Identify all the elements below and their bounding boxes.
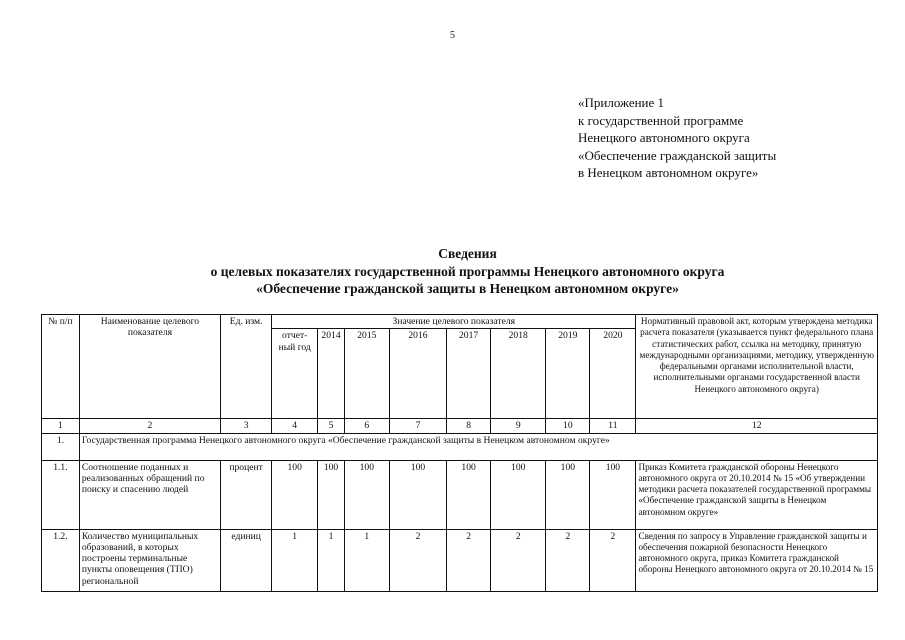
header-year: 2017 bbox=[447, 329, 491, 419]
header-num: № п/п bbox=[42, 315, 80, 419]
page-number: 5 bbox=[450, 30, 455, 41]
col-number: 4 bbox=[272, 419, 318, 433]
row-normative: Приказ Комитета гражданской обороны Ненецкого автономного округа от 20.10.2014 № 15 «Об утверждении методики расчета показателей государственной программы «Обеспечение гражданской защиты в Ненецком автономном округе» bbox=[636, 460, 878, 529]
col-number: 7 bbox=[389, 419, 446, 433]
header-year: 2015 bbox=[344, 329, 389, 419]
col-number: 6 bbox=[344, 419, 389, 433]
header-value-group: Значение целевого показателя bbox=[272, 315, 636, 329]
col-number: 10 bbox=[546, 419, 590, 433]
row-indicator-name: Соотношение поданных и реализованных обращений по поиску и спасению людей bbox=[79, 460, 220, 529]
table-row bbox=[42, 460, 878, 529]
row-value: 1 bbox=[318, 529, 345, 591]
row-value: 100 bbox=[447, 460, 491, 529]
row-normative: Сведения по запросу в Управление гражданской защиты и обеспечения пожарной безопасности Ненецкого автономного округа, приказ Комитета гражданской обороны Ненецкого автономного округа от 20.10.2014 № 15 bbox=[636, 529, 878, 591]
header-year: 2014 bbox=[318, 329, 345, 419]
appendix-line: к государственной программе bbox=[578, 112, 744, 128]
row-value: 1 bbox=[344, 529, 389, 591]
row-value: 2 bbox=[590, 529, 636, 591]
row-value: 100 bbox=[546, 460, 590, 529]
section-num: 1. bbox=[42, 433, 80, 460]
header-unit: Ед. изм. bbox=[221, 315, 272, 419]
appendix-line: «Обеспечение гражданской защиты bbox=[578, 147, 777, 163]
header-year: 2016 bbox=[389, 329, 446, 419]
col-number: 9 bbox=[491, 419, 546, 433]
row-unit: единиц bbox=[221, 529, 272, 591]
appendix-line: в Ненецком автономном округе» bbox=[578, 165, 759, 180]
col-number: 1 bbox=[42, 419, 80, 433]
header-year: 2018 bbox=[491, 329, 546, 419]
col-number: 3 bbox=[221, 419, 272, 433]
row-value: 100 bbox=[344, 460, 389, 529]
row-unit: процент bbox=[221, 460, 272, 529]
document-title bbox=[0, 245, 905, 298]
row-value: 2 bbox=[389, 529, 446, 591]
header-normative: Нормативный правовой акт, которым утверждена методика расчета показателя (указывается пункт федерального плана статистических работ, ссылка на методику, принятую международными организациями, методику, утвержденную федеральными органами исполнительной власти, исполнительными органами государственной власти Ненецкого автономного округа) bbox=[636, 315, 878, 419]
header-report-year: отчет-ный год bbox=[272, 329, 318, 419]
row-num: 1.2. bbox=[42, 529, 80, 591]
row-value: 100 bbox=[272, 460, 318, 529]
header-row bbox=[42, 315, 878, 329]
title-line: о целевых показателях государственной программы Ненецкого автономного округа bbox=[210, 263, 725, 279]
row-indicator-name: Количество муниципальных образований, в которых построены терминальные пункты оповещения (ТПО) региональной bbox=[79, 529, 220, 591]
row-value: 100 bbox=[590, 460, 636, 529]
col-number: 5 bbox=[318, 419, 345, 433]
section-row bbox=[42, 433, 878, 460]
title-line: Сведения bbox=[438, 246, 497, 261]
row-value: 2 bbox=[491, 529, 546, 591]
col-number: 8 bbox=[447, 419, 491, 433]
indicators-table bbox=[41, 314, 878, 592]
col-number: 11 bbox=[590, 419, 636, 433]
title-line: «Обеспечение гражданской защиты в Ненецком автономном округе» bbox=[256, 281, 679, 296]
appendix-line: «Приложение 1 bbox=[578, 95, 665, 110]
col-number: 2 bbox=[79, 419, 220, 433]
column-numbers-row bbox=[42, 419, 878, 433]
header-year: 2019 bbox=[546, 329, 590, 419]
row-value: 100 bbox=[318, 460, 345, 529]
appendix-line: Ненецкого автономного округа bbox=[578, 130, 750, 145]
row-num: 1.1. bbox=[42, 460, 80, 529]
row-value: 1 bbox=[272, 529, 318, 591]
header-year: 2020 bbox=[590, 329, 636, 419]
header-name: Наименование целевого показателя bbox=[79, 315, 220, 419]
row-value: 2 bbox=[447, 529, 491, 591]
table-row bbox=[42, 529, 878, 591]
col-number: 12 bbox=[636, 419, 878, 433]
row-value: 100 bbox=[389, 460, 446, 529]
row-value: 100 bbox=[491, 460, 546, 529]
row-value: 2 bbox=[546, 529, 590, 591]
appendix-header bbox=[578, 94, 776, 182]
section-title: Государственная программа Ненецкого автономного округа «Обеспечение гражданской защиты в Ненецком автономном округе» bbox=[79, 433, 877, 460]
